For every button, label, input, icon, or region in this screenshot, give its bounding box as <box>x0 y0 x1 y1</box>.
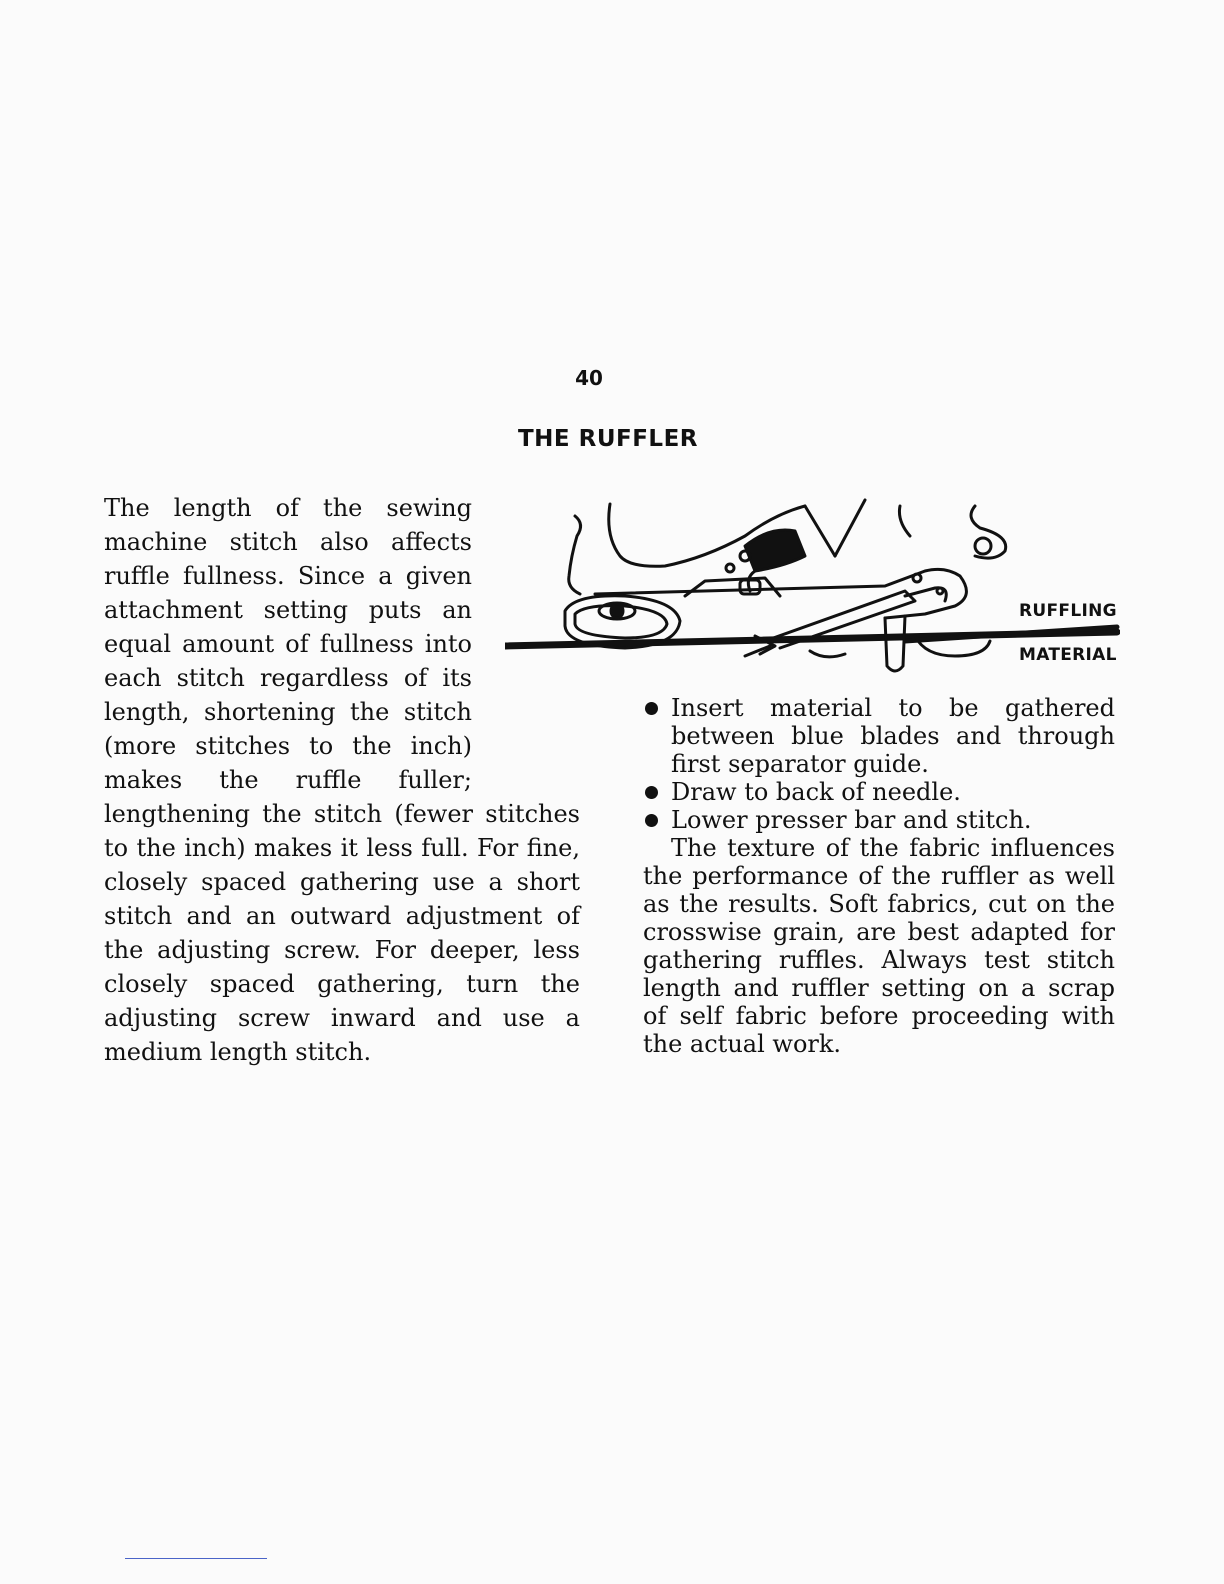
bullet-icon <box>645 814 658 827</box>
left-paragraph: The length of the sewing machine stitch also affects ruffle fullness. Since a given attachment setting puts an equal amount of fullness into each stitch regardless of its length, shortening the stitch (more stitches to the inch) makes the ruffle fuller; lengthening the stitch (fewer stitches to the inch) makes it less full. For fine, closely spaced gathering use a short stitch and an outward adjustment of the adjusting screw. For deeper, less closely spaced gathering, turn the adjusting screw inward and use a medium length stitch. <box>104 494 580 1066</box>
bullet-icon <box>645 786 658 799</box>
list-item <box>643 806 1115 834</box>
instruction-list <box>643 694 1115 834</box>
right-column <box>643 694 1115 1058</box>
ruffler-illustration <box>505 496 1120 686</box>
bullet-icon <box>645 702 658 715</box>
list-item <box>643 778 1115 806</box>
bullet-text: Draw to back of needle. <box>671 778 961 806</box>
figure-label-material: MATERIAL <box>1019 645 1117 665</box>
figure-label-ruffling: RUFFLING <box>1019 601 1117 621</box>
list-item <box>643 694 1115 778</box>
page-number: 40 <box>575 366 603 390</box>
page-title: THE RUFFLER <box>517 426 699 452</box>
texture-paragraph: The texture of the fabric influences the performance of the ruffler as well as the results. Soft fabrics, cut on the crosswise grain, are best adapted for gathering ruffles. Always test stitch length and ruffler setting on a scrap of self fabric before proceeding with the actual work. <box>643 834 1115 1058</box>
footnote-rule <box>125 1558 267 1559</box>
bullet-text: Insert material to be gathered between blue blades and through first separator guide. <box>671 694 1115 778</box>
bullet-text: Lower presser bar and stitch. <box>671 806 1032 834</box>
